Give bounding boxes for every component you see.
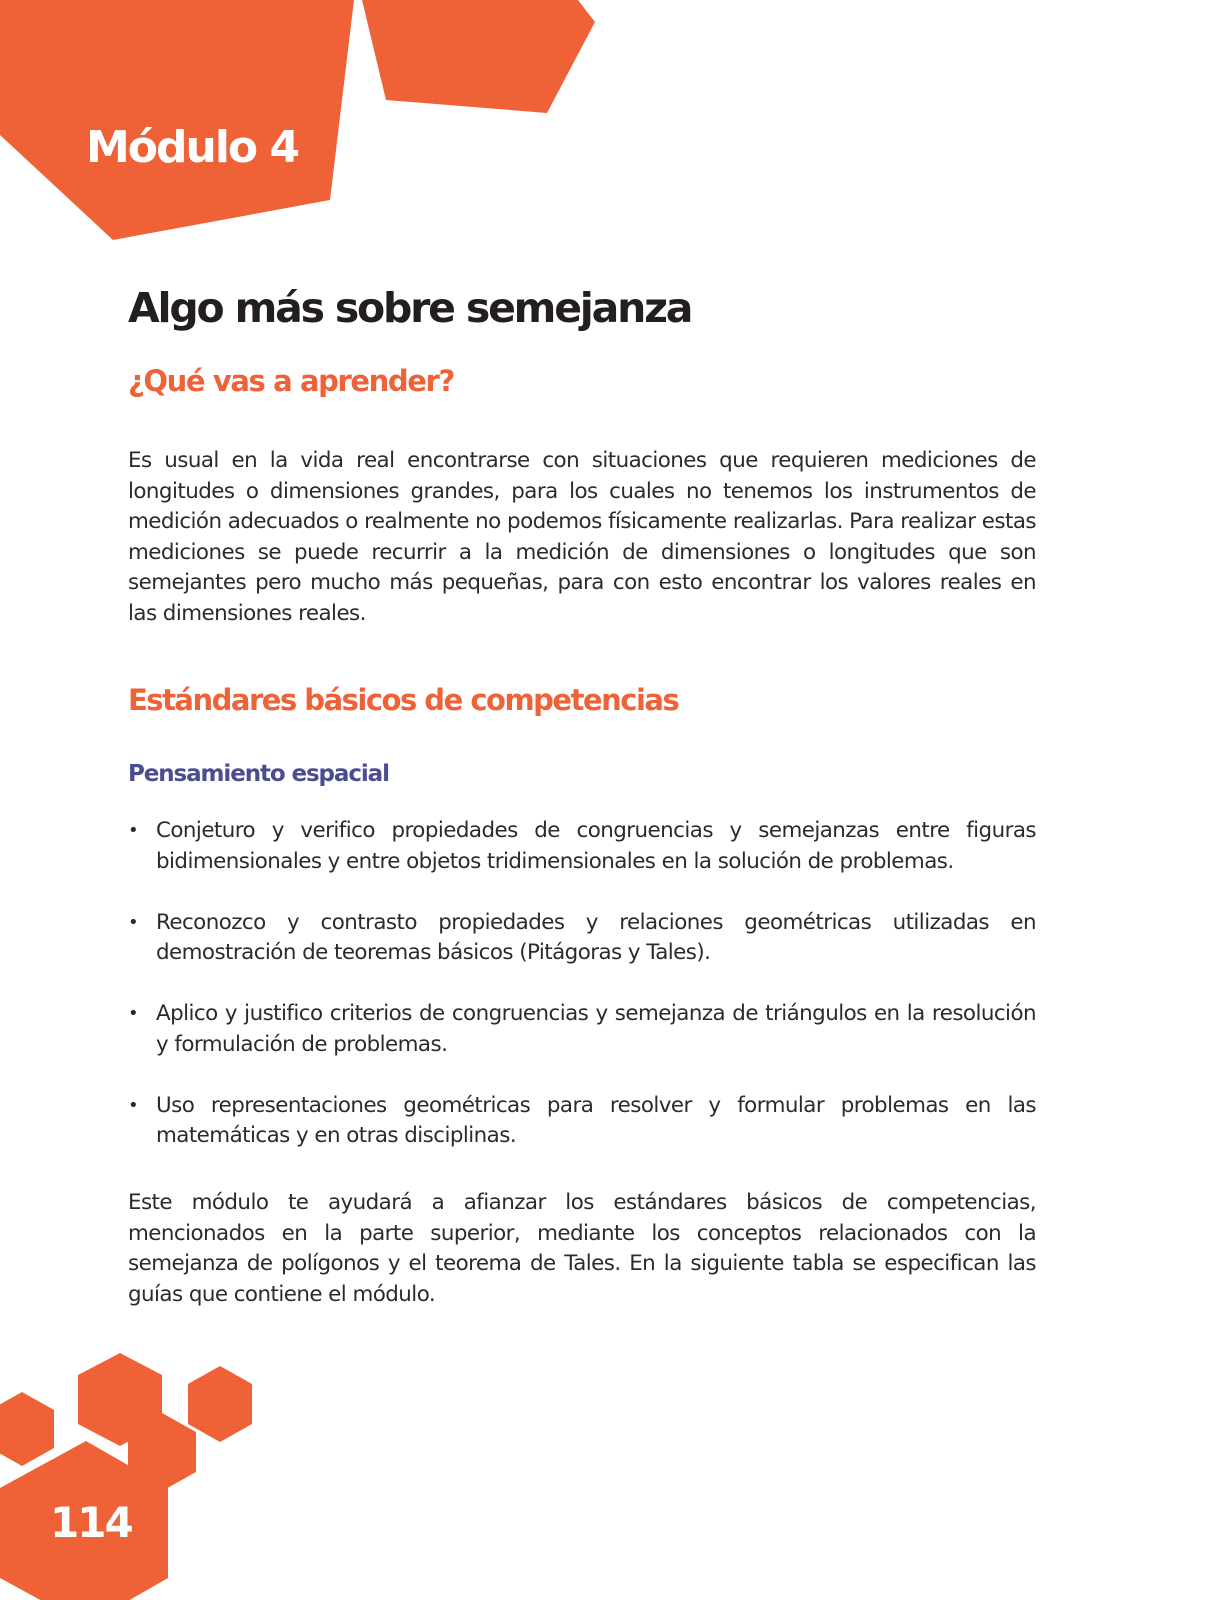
closing-paragraph: Este módulo te ayudará a afianzar los estándares básicos de competencias, mencionados en la parte superior, mediante los conceptos relacionados con la semejanza de polígonos y el teorema de Tales. En la siguiente tabla se especifican las guías que contiene el módulo. — [128, 1190, 1036, 1307]
bottom-hexagon-2 — [188, 1366, 252, 1442]
list-item — [128, 816, 1036, 877]
bullet-marker: • — [128, 1094, 139, 1116]
list-item — [128, 1091, 1036, 1152]
top-hexagon-shape — [362, 0, 595, 113]
top-left-hexagon-shape — [0, 0, 354, 240]
list-item — [128, 999, 1036, 1060]
page-title: Algo más sobre semejanza — [128, 284, 692, 332]
list-item-text: Uso representaciones geométricas para resolver y formular problemas en las matemáticas y en otras disciplinas. — [156, 1092, 1036, 1148]
standards-heading: Estándares básicos de competencias — [128, 683, 679, 717]
list-item — [128, 908, 1036, 969]
page-number: 114 — [50, 1498, 132, 1547]
list-item-text: Conjeturo y verifico propiedades de congruencias y semejanzas entre figuras bidimensionales y entre objetos tridimensionales en la solución de problemas. — [156, 818, 1036, 874]
intro-paragraph: Es usual en la vida real encontrarse con situaciones que requieren mediciones de longitudes o dimensiones grandes, para los cuales no tenemos los instrumentos de medición adecuados o realmente no podemos físicamente realizarlas. Para realizar estas mediciones se puede recurrir a la medición de dimensiones o longitudes que son semejantes pero mucho más pequeñas, para con esto encontrar los valores reales en las dimensiones reales. — [128, 448, 1036, 626]
bottom-hexagon-4 — [0, 1392, 54, 1466]
bullet-marker: • — [128, 820, 139, 841]
spatial-thinking-heading: Pensamiento espacial — [128, 761, 389, 787]
bullet-marker: • — [128, 911, 139, 933]
module-label: Módulo 4 — [86, 122, 299, 173]
bullet-marker: • — [128, 1003, 139, 1024]
list-item-text: Reconozco y contrasto propiedades y relaciones geométricas utilizadas en demostración de teoremas básicos (Pitágoras y Tales). — [156, 909, 1036, 965]
standards-list — [128, 816, 1036, 1182]
learning-heading: ¿Qué vas a aprender? — [128, 364, 454, 398]
list-item-text: Aplico y justifico criterios de congruencias y semejanza de triángulos en la resolución y formulación de problemas. — [156, 1001, 1036, 1057]
